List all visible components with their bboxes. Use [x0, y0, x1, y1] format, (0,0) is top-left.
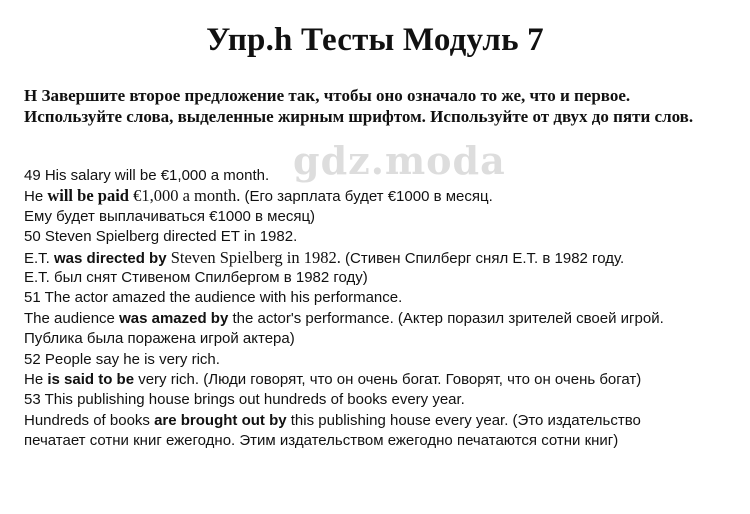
item-50-translation	[24, 268, 736, 288]
item-53-original-text: 53 This publishing house brings out hundreds of books every year.	[24, 391, 465, 409]
item-50-original-text: 50 Steven Spielberg directed ET in 1982.	[24, 228, 298, 246]
item-53-translation	[24, 431, 736, 451]
item-51-answer-prefix: The audience	[24, 309, 120, 327]
item-53-answer	[24, 411, 736, 431]
item-50-original	[24, 227, 736, 247]
task-instruction: Н Завершите второе предложение так, чтобы оно означало то же, что и первое. Используйте слова, выделенные жирным шрифтом. Используйте от двух до пяти слов.	[24, 86, 694, 126]
item-49-translation-text: Ему будет выплачиваться €1000 в месяц)	[24, 207, 316, 225]
item-50-translation-text: E.T. был снят Стивеном Спилбергом в 1982 году)	[24, 268, 368, 286]
page-title: Упр.h Тесты Модуль 7	[206, 22, 544, 58]
item-51-original	[24, 288, 736, 308]
item-53-answer-prefix: Hundreds of books	[24, 411, 155, 429]
item-51-answer-bold: was amazed by	[119, 309, 229, 327]
item-49-answer-translation: (Его зарплата будет €1000 в месяц.	[240, 188, 493, 206]
item-50-answer-prefix: E.T.	[24, 249, 55, 267]
item-51-answer	[24, 309, 736, 329]
watermark-text: gdz.moda	[293, 138, 506, 183]
item-53-answer-bold: are brought out by	[154, 411, 287, 429]
item-49-original	[24, 166, 736, 186]
item-52-original-text: 52 People say he is very rich.	[24, 350, 220, 368]
item-51-original-text: 51 The actor amazed the audience with his performance.	[24, 289, 403, 307]
answers-body	[24, 166, 736, 451]
item-52-answer	[24, 370, 736, 390]
item-52-answer-bold: is said to be	[47, 370, 135, 388]
item-49-answer-rest: €1,000 a month.	[128, 186, 241, 206]
item-53-original	[24, 390, 736, 410]
item-51-translation	[24, 329, 736, 349]
item-49-answer-prefix: He	[24, 188, 48, 206]
item-49-original-text: 49 His salary will be €1,000 a month.	[24, 167, 270, 184]
item-52-original	[24, 350, 736, 370]
item-50-answer-translation: (Стивен Спилберг снял E.T. в 1982 году.	[340, 249, 625, 267]
item-50-answer-bold: was directed by	[54, 249, 167, 267]
item-51-answer-rest: the actor's performance. (Актер поразил зрителей своей игрой.	[228, 309, 664, 327]
item-53-answer-rest: this publishing house every year. (Это издательство	[286, 411, 641, 429]
item-50-answer	[24, 248, 736, 268]
item-50-answer-rest: Steven Spielberg in 1982.	[166, 247, 341, 267]
item-52-answer-rest: very rich. (Люди говорят, что он очень богат. Говорят, что он очень богат)	[134, 370, 642, 388]
item-49-answer	[24, 186, 736, 206]
item-49-answer-bold: will be paid	[47, 186, 129, 206]
item-49-translation	[24, 207, 736, 227]
item-53-translation-text: печатает сотни книг ежегодно. Этим издательством ежегодно печатаются сотни книг)	[24, 432, 619, 450]
item-51-translation-text: Публика была поражена игрой актера)	[24, 330, 295, 348]
item-52-answer-prefix: He	[24, 370, 48, 388]
